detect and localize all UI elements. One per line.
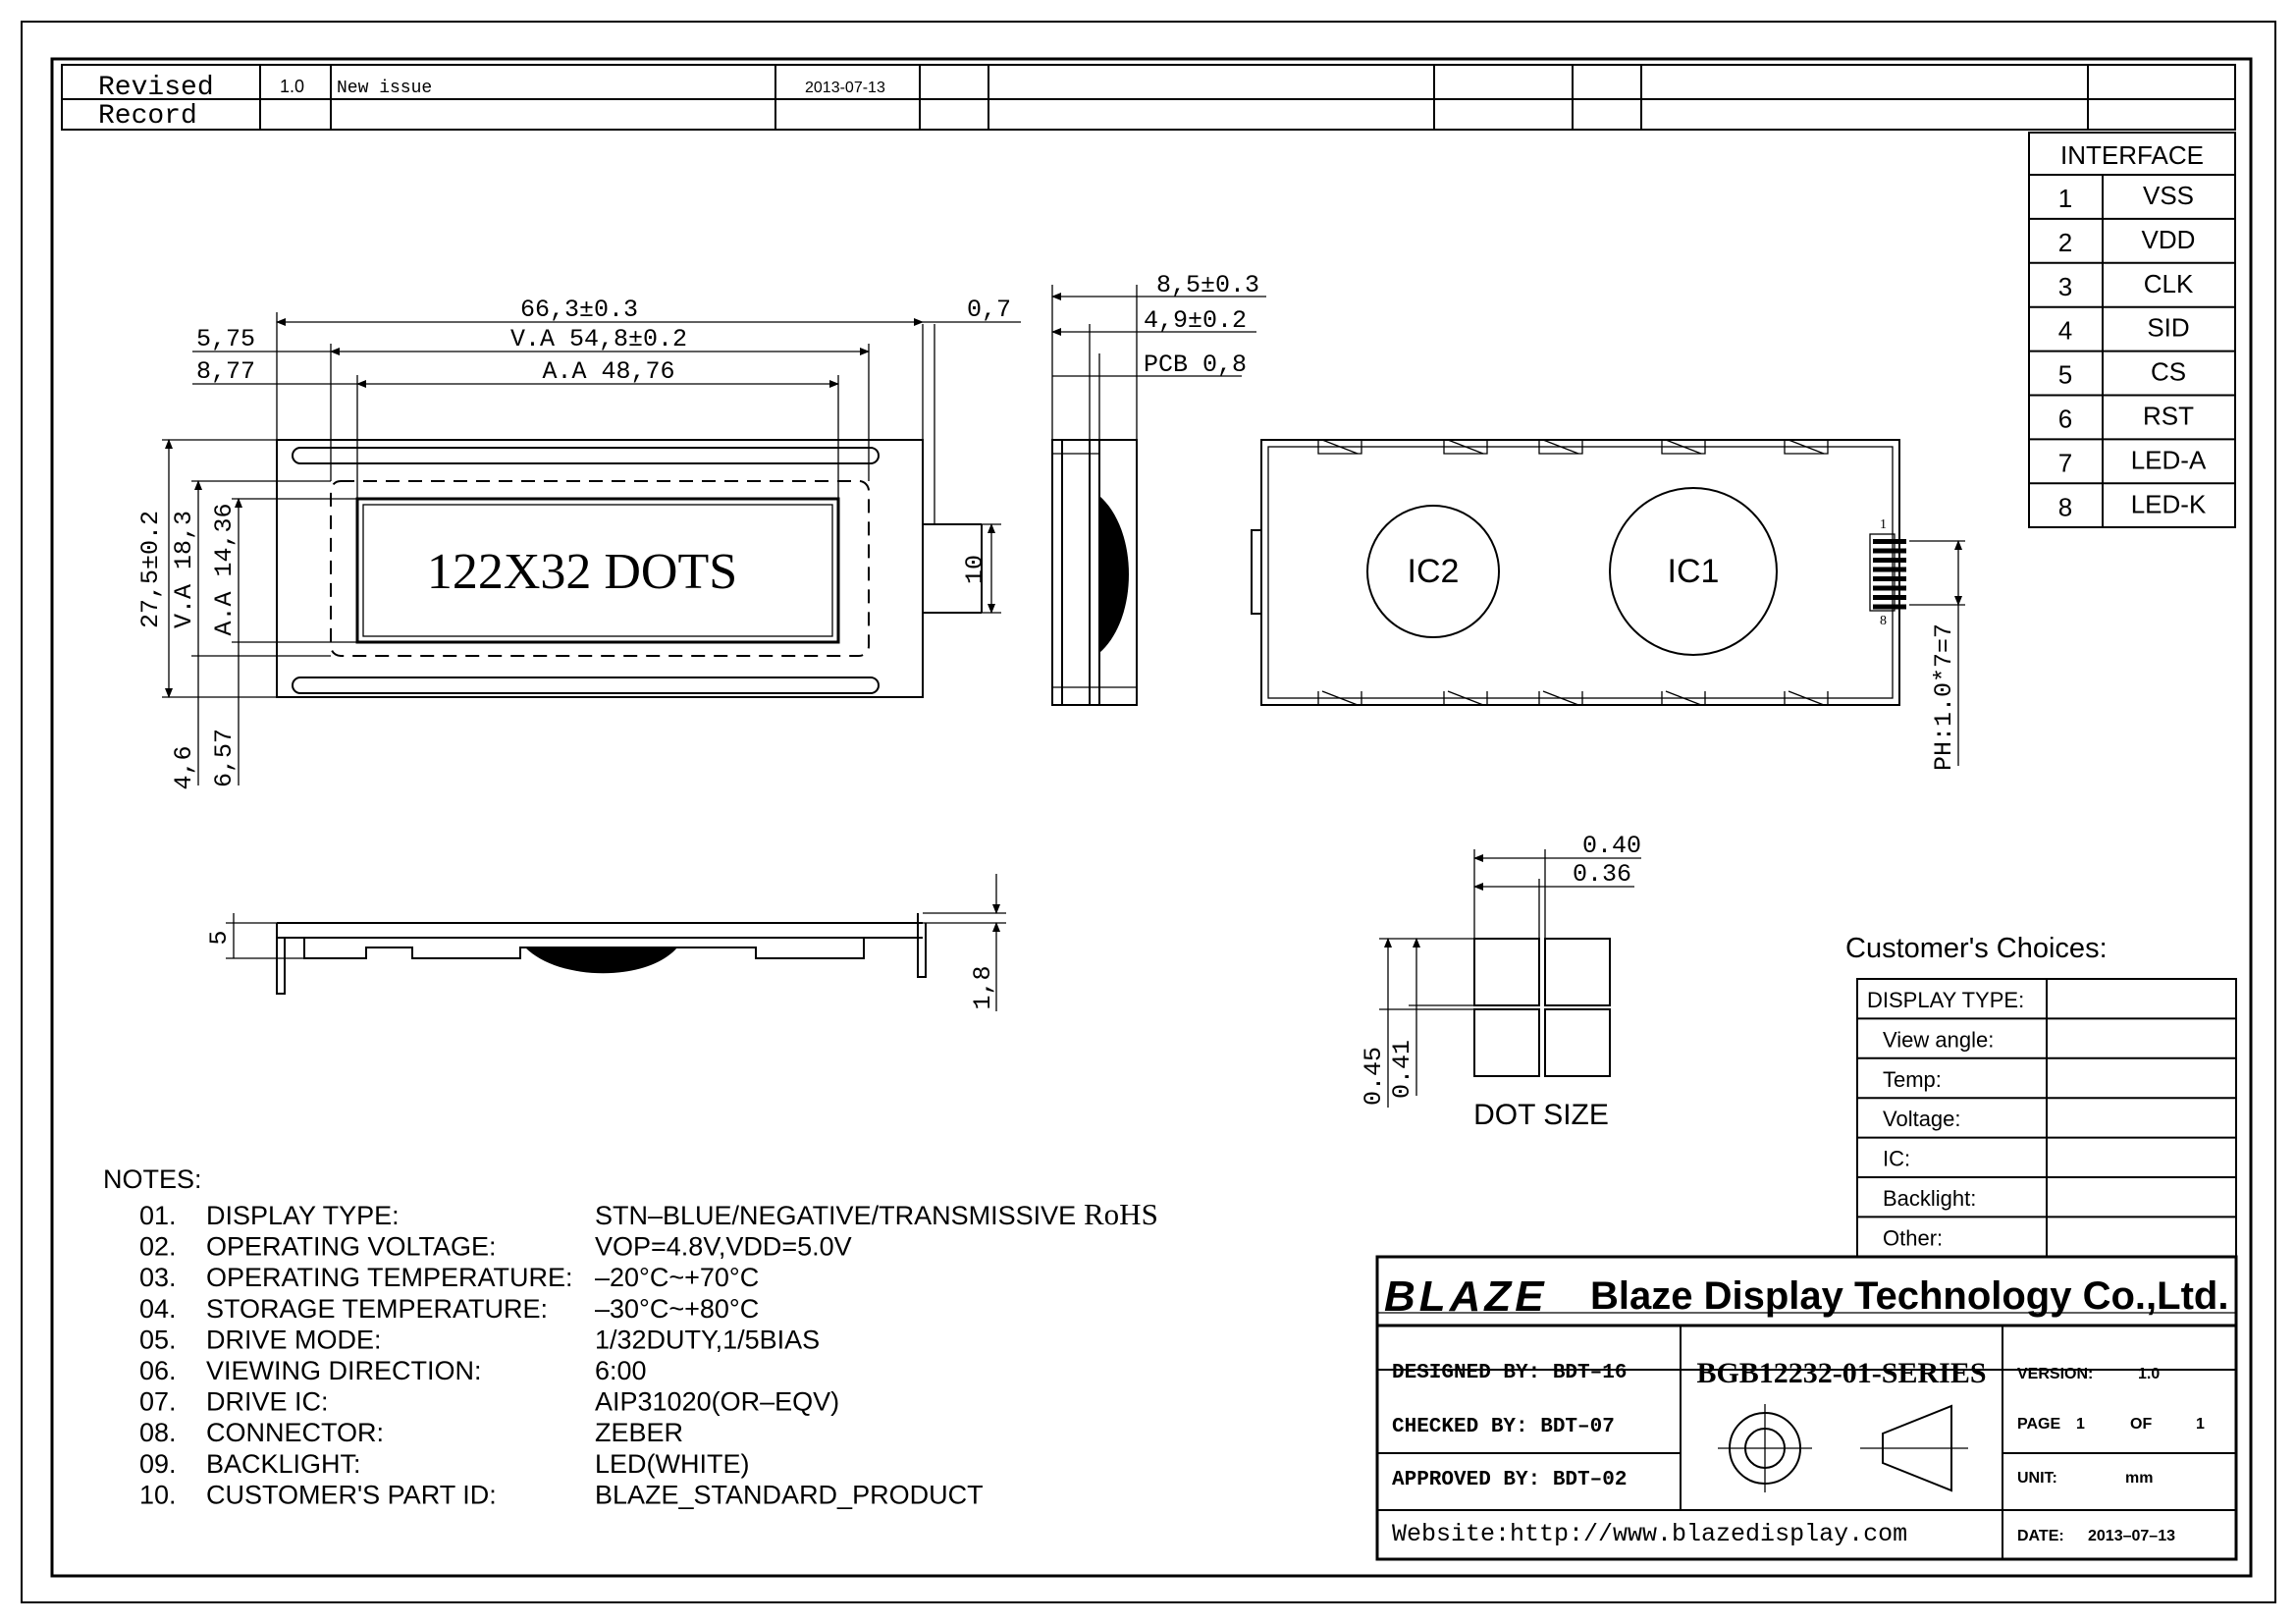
customer-choice-input[interactable] bbox=[2052, 1183, 2228, 1211]
note-number: 05. bbox=[139, 1325, 177, 1355]
customer-choice-label: Other: bbox=[1883, 1225, 1944, 1251]
dim-va-width: V.A 54,8±0.2 bbox=[509, 325, 688, 353]
dim-pin-length: 1,8 bbox=[969, 965, 997, 1010]
interface-pin-name: VSS bbox=[2142, 181, 2195, 210]
connector-pin bbox=[1873, 549, 1906, 554]
connector-pin bbox=[1873, 568, 1906, 572]
note-value: 1/32DUTY,1/5BIAS bbox=[595, 1325, 821, 1355]
connector-pin bbox=[1873, 576, 1906, 581]
unit-label: UNIT: bbox=[2017, 1470, 2057, 1487]
customer-choice-label: DISPLAY TYPE: bbox=[1867, 988, 2025, 1012]
note-number: 02. bbox=[139, 1231, 177, 1262]
dim-tab-height: 10 bbox=[961, 554, 989, 585]
interface-pin-number: 6 bbox=[2057, 404, 2073, 434]
page-label: PAGE bbox=[2017, 1416, 2061, 1433]
dim-bottom-46: 4,6 bbox=[170, 745, 198, 790]
connector-pin bbox=[1873, 605, 1906, 610]
note-value: VOP=4.8V,VDD=5.0V bbox=[595, 1231, 852, 1262]
interface-pin-number: 5 bbox=[2057, 359, 2073, 390]
dot-pitch-width: 0.40 bbox=[1582, 832, 1642, 860]
note-key: CUSTOMER'S PART ID: bbox=[206, 1480, 497, 1510]
page-of: OF bbox=[2130, 1416, 2153, 1433]
dim-aa-height: A.A 14,36 bbox=[210, 503, 239, 636]
page-number: 1 bbox=[2076, 1416, 2085, 1433]
note-extra: RoHS bbox=[1084, 1197, 1158, 1231]
connector-pin bbox=[1873, 539, 1906, 544]
revision-date: 2013-07-13 bbox=[805, 80, 885, 96]
note-value: –20°C~+70°C bbox=[595, 1263, 760, 1293]
note-key: STORAGE TEMPERATURE: bbox=[206, 1293, 549, 1324]
display-text: 122X32 DOTS bbox=[426, 544, 738, 600]
connector-pin bbox=[1873, 558, 1906, 563]
customer-choice-label: View angle: bbox=[1883, 1027, 1995, 1053]
note-value: –30°C~+80°C bbox=[595, 1293, 760, 1324]
dot-size-detail bbox=[1360, 832, 1641, 1131]
dim-left-575: 5,75 bbox=[196, 325, 256, 353]
note-key: DRIVE IC: bbox=[206, 1386, 329, 1417]
interface-pin-name: SID bbox=[2147, 312, 2190, 343]
connector-pin bbox=[1873, 586, 1906, 591]
dot-width: 0.36 bbox=[1573, 860, 1632, 889]
dot-size-label: DOT SIZE bbox=[1473, 1099, 1609, 1131]
checked-by: CHECKED BY: BDT–07 bbox=[1392, 1416, 1615, 1438]
note-key: DISPLAY TYPE: bbox=[206, 1201, 400, 1230]
customer-choices-title: Customer's Choices: bbox=[1845, 933, 2108, 964]
note-number: 01. bbox=[139, 1201, 177, 1230]
back-view bbox=[1252, 440, 1965, 771]
customer-choice-input[interactable] bbox=[2052, 1064, 2228, 1092]
dim-side-body: 4,9±0.2 bbox=[1144, 306, 1248, 335]
note-key: OPERATING TEMPERATURE: bbox=[206, 1263, 573, 1293]
notes bbox=[103, 1164, 1158, 1509]
connector-pins bbox=[1870, 534, 1906, 611]
interface-pin-name: RST bbox=[2143, 401, 2194, 431]
revision-description: New issue bbox=[337, 79, 433, 98]
website: Website:http://www.blazedisplay.com bbox=[1392, 1520, 1908, 1548]
inner-border bbox=[52, 59, 2251, 1576]
pin-first-label: 1 bbox=[1880, 517, 1887, 532]
customer-choice-input[interactable] bbox=[2052, 1222, 2228, 1250]
revised-label: Revised bbox=[98, 73, 214, 103]
brand-logo: BLAZE bbox=[1384, 1272, 1548, 1321]
version-label: VERSION: bbox=[2017, 1366, 2094, 1382]
note-number: 06. bbox=[139, 1356, 177, 1385]
interface-table bbox=[2029, 133, 2235, 527]
customer-choice-input[interactable] bbox=[2052, 1104, 2228, 1131]
dim-side-pcb: PCB 0,8 bbox=[1144, 351, 1248, 379]
ic1-label: IC1 bbox=[1667, 553, 1720, 590]
ic-blob-side bbox=[1099, 496, 1129, 653]
dim-bottom-657: 6,57 bbox=[210, 728, 239, 788]
record-label: Record bbox=[98, 101, 197, 132]
note-key: BACKLIGHT: bbox=[206, 1448, 361, 1479]
interface-pin-name: LED-A bbox=[2130, 445, 2207, 475]
note-key: VIEWING DIRECTION: bbox=[206, 1356, 482, 1385]
note-key: OPERATING VOLTAGE: bbox=[206, 1231, 497, 1262]
pin-pitch-label: PH:1.0*7=7 bbox=[1930, 623, 1958, 772]
approved-by: APPROVED BY: BDT–02 bbox=[1392, 1469, 1628, 1491]
company-name: Blaze Display Technology Co.,Ltd. bbox=[1590, 1274, 2229, 1318]
dim-aa-width: A.A 48,76 bbox=[542, 357, 675, 386]
page-total: 1 bbox=[2196, 1416, 2205, 1433]
date-value: 2013–07–13 bbox=[2088, 1528, 2175, 1544]
interface-pin-name: VDD bbox=[2141, 224, 2196, 254]
note-value: STN–BLUE/NEGATIVE/TRANSMISSIVE bbox=[595, 1201, 1077, 1230]
dot-height: 0.41 bbox=[1388, 1039, 1416, 1100]
dim-pin-offset: 0,7 bbox=[967, 296, 1012, 324]
front-view bbox=[136, 296, 1021, 790]
note-value: 6:00 bbox=[595, 1356, 647, 1385]
dim-left-877: 8,77 bbox=[196, 357, 256, 386]
interface-pin-number: 4 bbox=[2057, 315, 2073, 346]
note-key: DRIVE MODE: bbox=[206, 1325, 382, 1355]
part-number: BGB12232-01-SERIES bbox=[1696, 1357, 1987, 1389]
customer-choice-label: IC: bbox=[1883, 1146, 1911, 1171]
interface-pin-number: 7 bbox=[2057, 448, 2073, 478]
note-number: 03. bbox=[139, 1263, 177, 1293]
designed-by: DESIGNED BY: BDT–16 bbox=[1392, 1362, 1628, 1384]
ic2-label: IC2 bbox=[1407, 553, 1460, 590]
dim-bottom-height: 5 bbox=[205, 930, 234, 946]
dim-overall-width: 66,3±0.3 bbox=[519, 296, 639, 324]
pin-last-label: 8 bbox=[1880, 614, 1887, 628]
interface-pin-number: 2 bbox=[2057, 227, 2073, 257]
interface-pin-name: CS bbox=[2150, 356, 2187, 387]
customer-choices bbox=[1845, 933, 2236, 1257]
revision-version: 1.0 bbox=[280, 77, 305, 96]
note-number: 10. bbox=[139, 1480, 177, 1510]
interface-pin-number: 1 bbox=[2057, 184, 2073, 213]
interface-pin-number: 3 bbox=[2057, 271, 2073, 301]
customer-choice-input[interactable] bbox=[2052, 1024, 2228, 1052]
note-number: 07. bbox=[139, 1386, 177, 1417]
dim-va-height: V.A 18,3 bbox=[170, 510, 198, 629]
note-value: AIP31020(OR–EQV) bbox=[595, 1386, 840, 1417]
note-value: LED(WHITE) bbox=[595, 1448, 750, 1479]
date-label: DATE: bbox=[2017, 1528, 2064, 1544]
interface-title: INTERFACE bbox=[2060, 140, 2204, 170]
dim-side-total: 8,5±0.3 bbox=[1156, 271, 1260, 299]
notes-title: NOTES: bbox=[103, 1164, 202, 1194]
dim-overall-height: 27,5±0.2 bbox=[136, 510, 165, 629]
title-block bbox=[1377, 1257, 2236, 1559]
customer-choice-label: Backlight: bbox=[1883, 1186, 1977, 1211]
note-key: CONNECTOR: bbox=[206, 1418, 385, 1448]
side-view bbox=[1052, 271, 1266, 705]
interface-pin-name: LED-K bbox=[2130, 489, 2207, 519]
note-value: ZEBER bbox=[595, 1418, 684, 1448]
ic-blob-bottom bbox=[525, 947, 677, 973]
note-value: BLAZE_STANDARD_PRODUCT bbox=[595, 1480, 984, 1510]
note-number: 04. bbox=[139, 1293, 177, 1324]
revision-record bbox=[62, 65, 2235, 132]
bottom-view bbox=[205, 874, 1006, 1011]
interface-pin-name: CLK bbox=[2143, 268, 2194, 298]
customer-choice-input[interactable] bbox=[2052, 985, 2228, 1012]
customer-choice-input[interactable] bbox=[2052, 1144, 2228, 1171]
dot-pitch-height: 0.45 bbox=[1360, 1046, 1388, 1107]
unit-value: mm bbox=[2125, 1470, 2154, 1487]
customer-choice-label: Temp: bbox=[1883, 1066, 1942, 1092]
interface-pin-number: 8 bbox=[2057, 492, 2073, 522]
version-value: 1.0 bbox=[2138, 1366, 2161, 1382]
customer-choice-label: Voltage: bbox=[1883, 1107, 1961, 1132]
note-number: 09. bbox=[139, 1448, 177, 1479]
connector-pin bbox=[1873, 595, 1906, 600]
note-number: 08. bbox=[139, 1418, 177, 1448]
